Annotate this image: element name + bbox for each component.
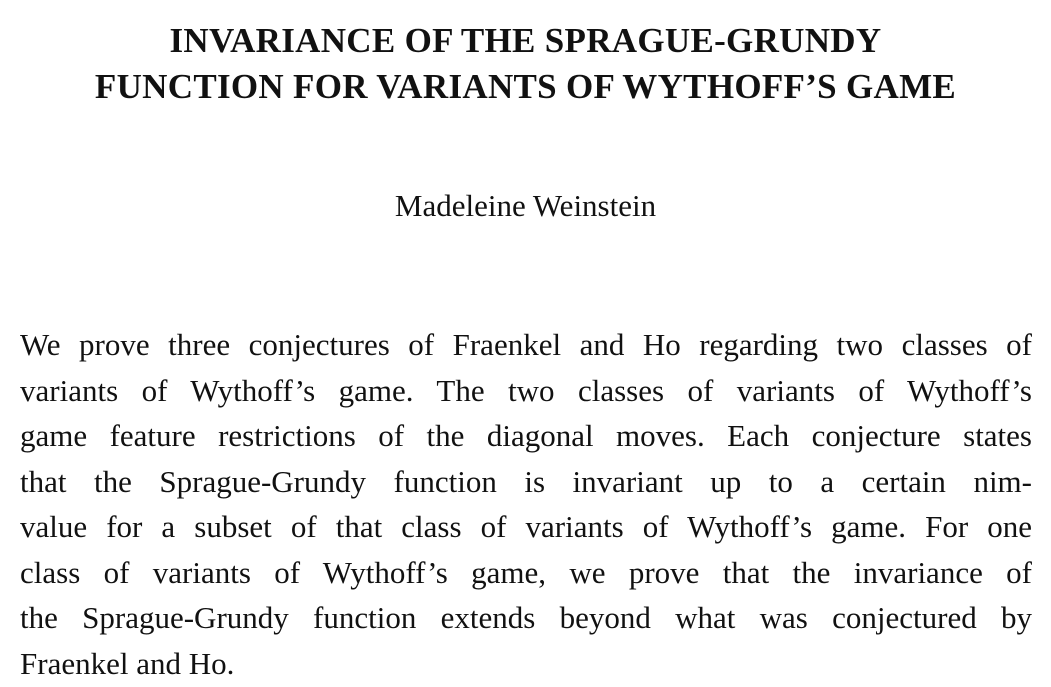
author-name: Madeleine Weinstein: [394, 188, 657, 223]
abstract-line: We prove three conjectures of Fraenkel and Ho regarding two classes of: [20, 327, 1032, 362]
title-line-1: INVARIANCE OF THE SPRAGUE-GRUNDY: [169, 21, 882, 60]
abstract-line: that the Sprague-Grundy function is invariant up to a certain nim-: [20, 463, 1032, 499]
abstract-line: Fraenkel and Ho.: [20, 645, 235, 681]
abstract-line: class of variants of Wythoff’s game, we prove that the invariance of: [20, 554, 1032, 590]
abstract-line: value for a subset of that class of variants of Wythoff’s game. For one: [20, 509, 1032, 544]
abstract-line: game feature restrictions of the diagonal moves. Each conjecture states: [20, 418, 1032, 453]
abstract-line: the Sprague-Grundy function extends beyond what was conjectured by: [20, 600, 1032, 635]
abstract-line: variants of Wythoff’s game. The two classes of variants of Wythoff’s: [20, 372, 1032, 408]
title-line-2: FUNCTION FOR VARIANTS OF WYTHOFF’S GAME: [94, 67, 957, 106]
abstract: [20, 322, 1032, 686]
paper-title: [10, 18, 1041, 110]
